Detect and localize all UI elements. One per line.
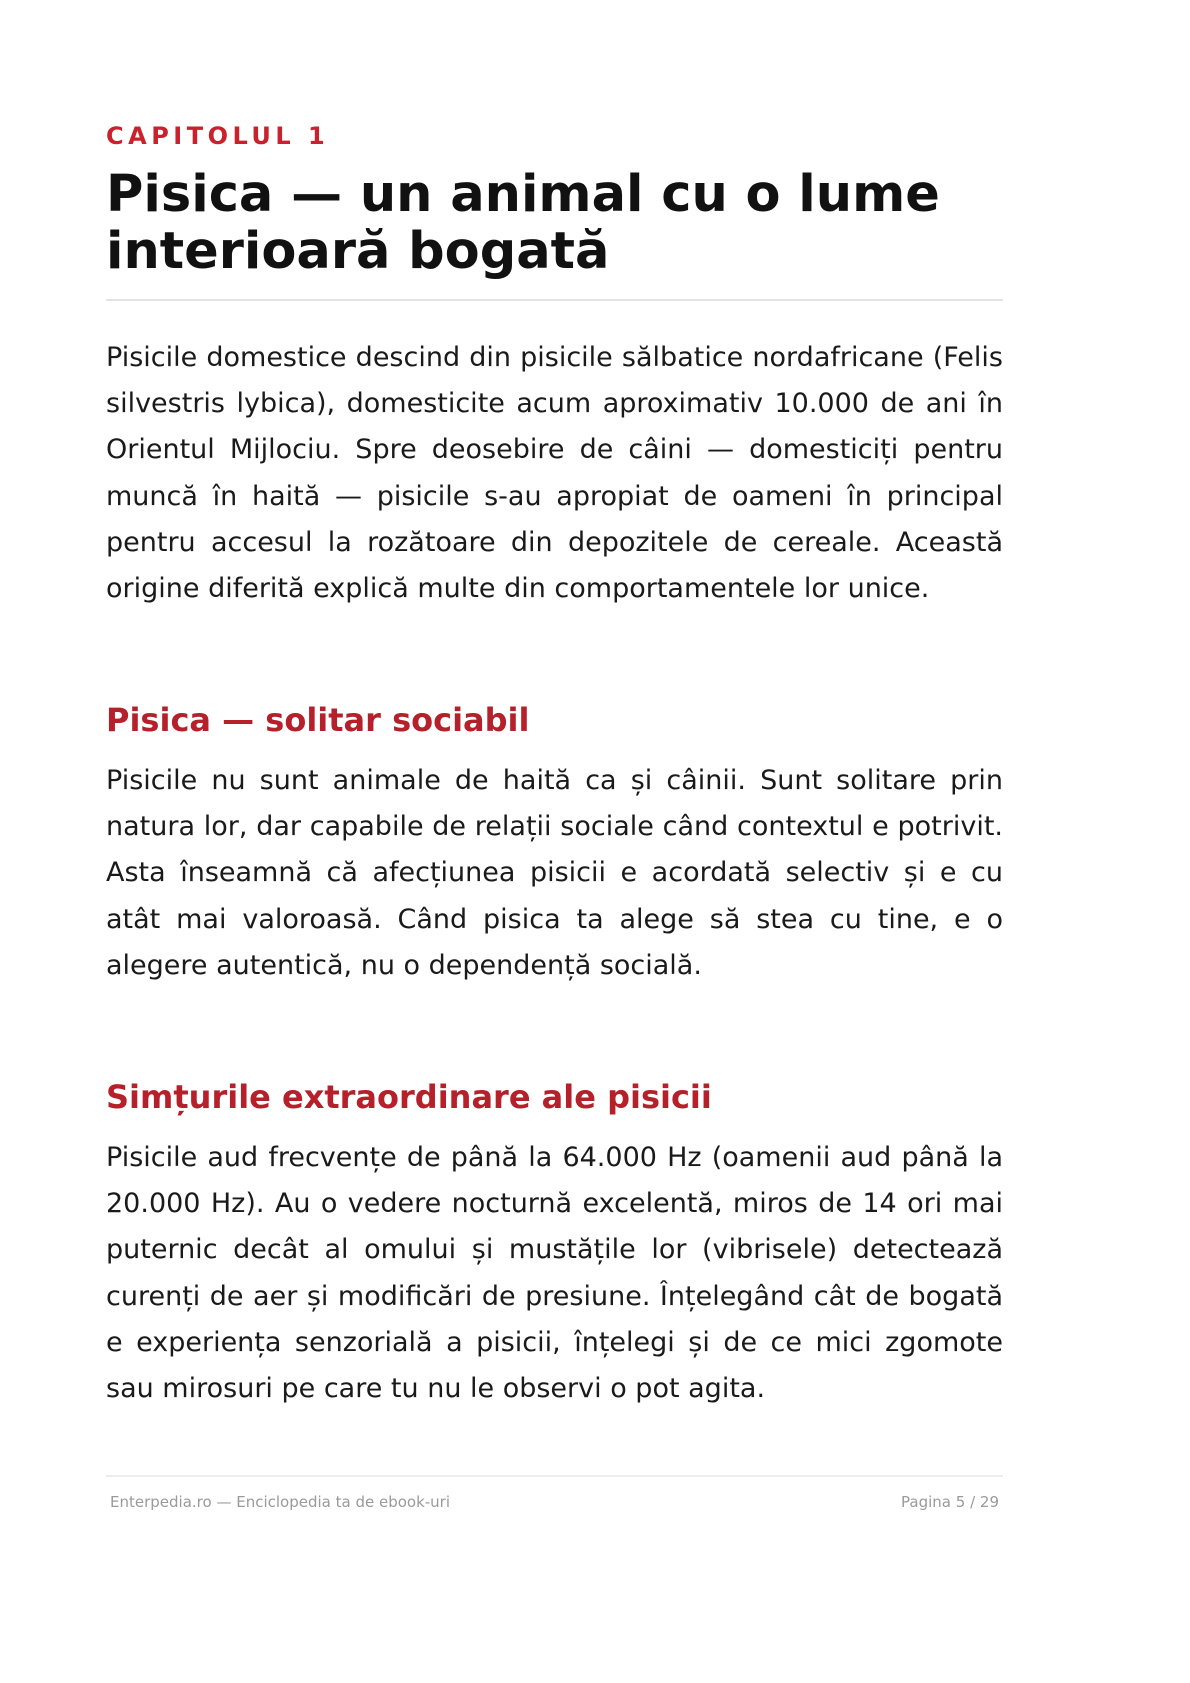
intro-paragraph: Pisicile domestice descind din pisicile sălbatice nordafricane (Felis silvestris lybica), domesticite acum aproximativ 10.000 de ani în Orientul Mijlociu. Spre deosebire de câini — domesticiți pentru muncă în haită — pisicile s-au apropiat de oameni în principal pentru accesul la rozătoare din depozitele de cereale. Această origine diferită explică multe din comportamentele lor unice. — [106, 342, 1003, 605]
section-heading-simturile: Simțurile extraordinare ale pisicii — [106, 1078, 712, 1116]
title-divider — [106, 299, 1003, 301]
footer-divider — [106, 1475, 1003, 1477]
chapter-title: Pisica — un animal cu o lume interioară bogată — [106, 165, 940, 281]
section-paragraph-simturile: Pisicile aud frecvențe de până la 64.000 Hz (oamenii aud până la 20.000 Hz). Au o vedere nocturnă excelentă, miros de 14 ori mai puternic decât al omului și mustățile lor (vibrisele) detectează curenți de aer și modificări de presiune. Înțelegând cât de bogată e experiența senzorială a pisicii, înțelegi și de ce mici zgomote sau mirosuri pe care tu nu le observi o pot agita. — [106, 1142, 1003, 1405]
footer-site-name: Enterpedia.ro — Enciclopedia ta de ebook-uri — [110, 1493, 451, 1511]
section-paragraph-solitar-sociabil: Pisicile nu sunt animale de haită ca și câinii. Sunt solitare prin natura lor, dar capabile de relații sociale când contextul e potrivit. Asta înseamnă că afecțiunea pisicii e acordată selectiv și e cu atât mai valoroasă. Când pisica ta alege să stea cu tine, e o alegere autentică, nu o dependență socială. — [106, 765, 1003, 981]
section-heading-solitar-sociabil: Pisica — solitar sociabil — [106, 701, 530, 739]
document-page — [106, 0, 1003, 1558]
chapter-label: CAPITOLUL 1 — [106, 122, 330, 150]
footer-page-number: Pagina 5 / 29 — [901, 1493, 999, 1511]
